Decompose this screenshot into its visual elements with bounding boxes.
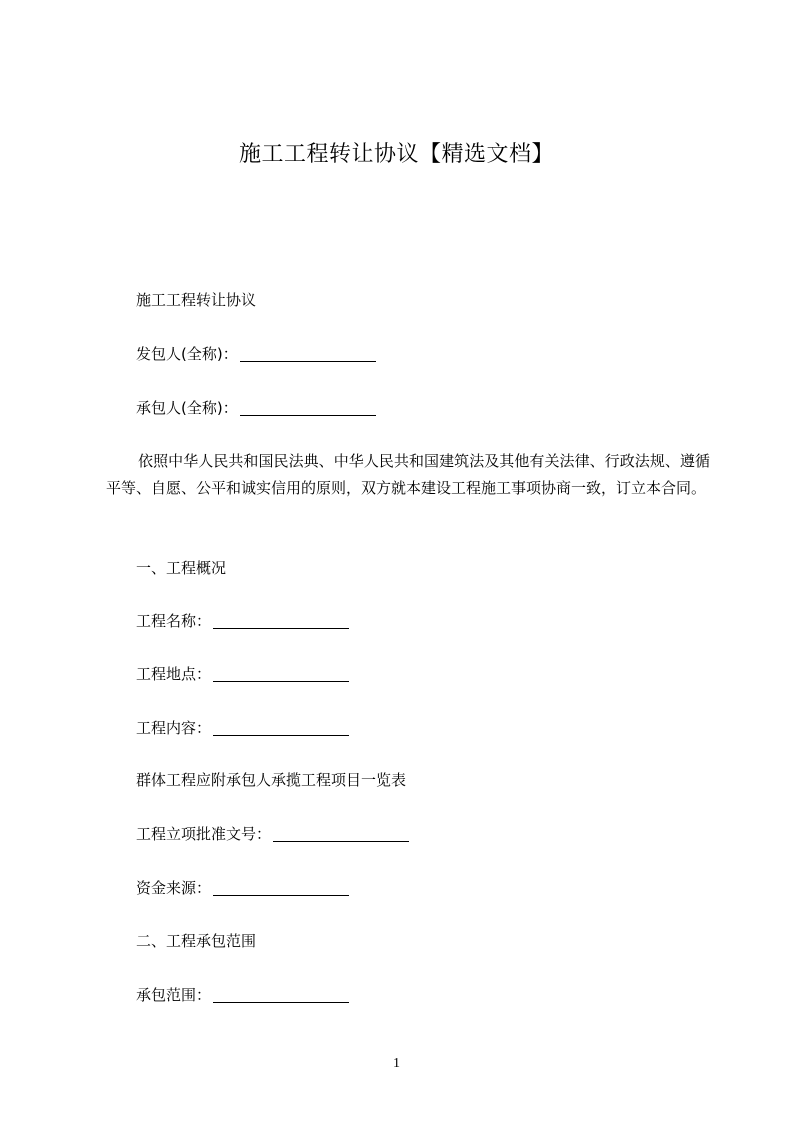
project-content-blank[interactable] — [213, 717, 349, 736]
scope-line — [136, 983, 349, 1007]
intro-text: 依照中华人民共和国民法典、中华人民共和国建筑法及其他有关法律、行政法规、遵循平等、自愿、公平和诚实信用的原则，双方就本建设工程施工事项协商一致，订立本合同。 — [106, 452, 710, 497]
agreement-heading: 施工工程转让协议 — [136, 291, 257, 309]
contractor-line — [136, 396, 376, 420]
approval-no-blank[interactable] — [273, 823, 409, 842]
approval-no-label: 工程立项批准文号： — [136, 825, 272, 843]
scope-blank[interactable] — [213, 984, 349, 1003]
project-location-blank[interactable] — [213, 663, 349, 682]
document-title: 施工工程转让协议【精选文档】 — [238, 142, 554, 167]
project-name-blank[interactable] — [213, 610, 349, 629]
section1-heading: 一、工程概况 — [136, 559, 227, 577]
section2-heading: 二、工程承包范围 — [136, 932, 257, 950]
employer-line — [136, 342, 376, 366]
contractor-label: 承包人(全称)： — [136, 399, 238, 417]
contractor-blank[interactable] — [240, 397, 376, 416]
project-name-line — [136, 609, 349, 633]
project-location-line — [136, 662, 349, 686]
intro-paragraph — [106, 448, 710, 502]
employer-label: 发包人(全称)： — [136, 345, 238, 363]
employer-blank[interactable] — [240, 343, 376, 362]
project-content-line — [136, 716, 349, 740]
fund-source-blank[interactable] — [213, 877, 349, 896]
approval-no-line — [136, 822, 409, 846]
fund-source-label: 资金来源： — [136, 879, 212, 897]
project-name-label: 工程名称： — [136, 612, 212, 630]
page-number: 1 — [393, 1056, 400, 1071]
scope-label: 承包范围： — [136, 986, 212, 1004]
group-project-note: 群体工程应附承包人承揽工程项目一览表 — [136, 771, 407, 789]
fund-source-line — [136, 876, 349, 900]
project-content-label: 工程内容： — [136, 719, 212, 737]
project-location-label: 工程地点： — [136, 665, 212, 683]
